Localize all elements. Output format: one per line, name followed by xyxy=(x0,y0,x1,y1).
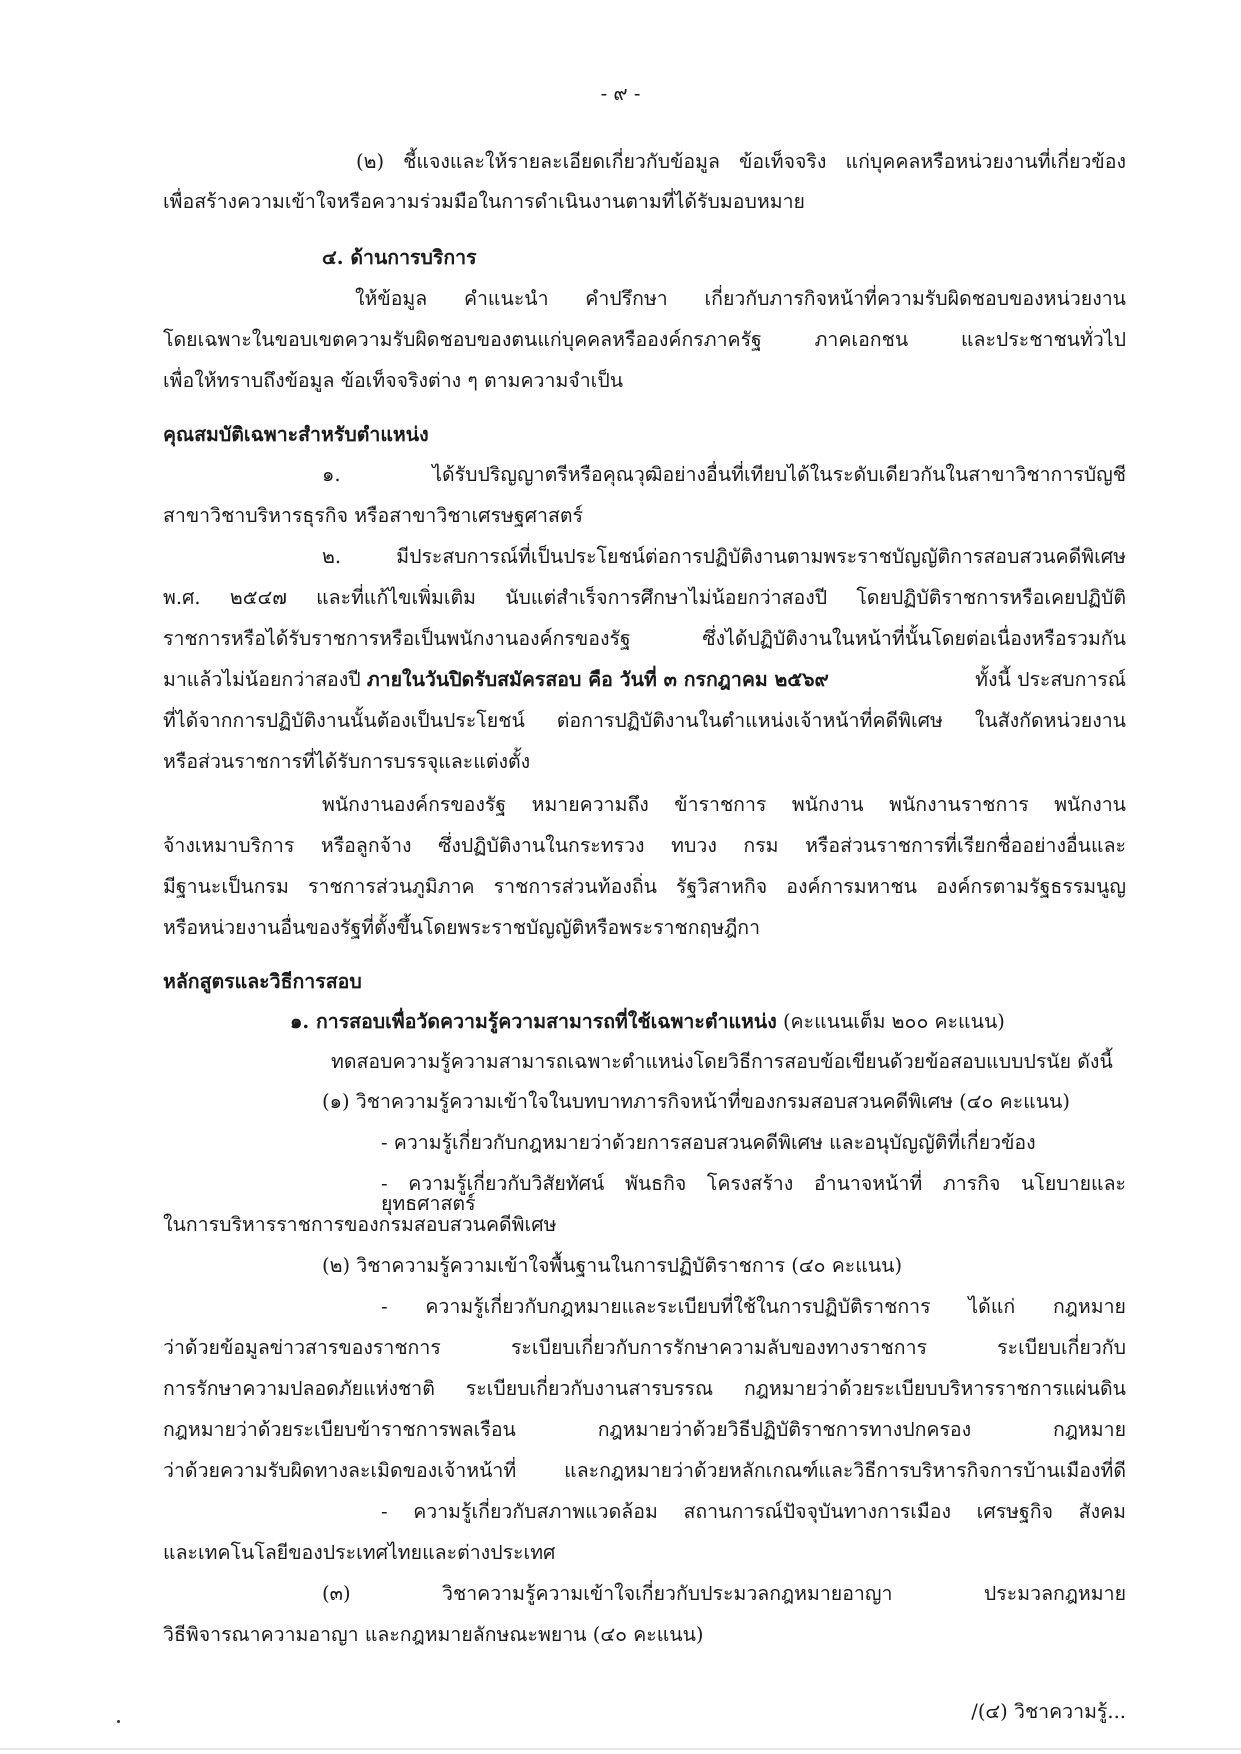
qualification-2-line-3: ราชการหรือได้รับราชการหรือเป็นพนักงานองค์กรของรัฐ ซึ่งได้ปฏิบัติงานในหน้าที่นั้นโดยต่อเนื่องหรือรวมกัน xyxy=(163,627,1126,650)
subject-2-bullet-1-line-1: - ความรู้เกี่ยวกับกฎหมายและระเบียบที่ใช้ในการปฏิบัติราชการ ได้แก่ กฎหมาย xyxy=(381,1295,1126,1318)
service-text-line-3: เพื่อให้ทราบถึงข้อมูล ข้อเท็จจริงต่าง ๆ ตามความจำเป็น xyxy=(163,369,624,392)
subject-2-bullet-1-line-4: กฎหมายว่าด้วยระเบียบข้าราชการพลเรือน กฎหมายว่าด้วยวิธีปฏิบัติราชการทางปกครอง กฎหมาย xyxy=(163,1418,1126,1441)
subject-2-bullet-2-line-2: และเทคโนโลยีของประเทศไทยและต่างประเทศ xyxy=(163,1541,556,1564)
definition-line-3: มีฐานะเป็นกรม ราชการส่วนภูมิภาค ราชการส่วนท้องถิ่น รัฐวิสาหกิจ องค์การมหาชน องค์กรตามรัฐธรรมนูญ xyxy=(163,875,1126,898)
subject-2-bullet-1-line-2: ว่าด้วยข้อมูลข่าวสารของราชการ ระเบียบเกี่ยวกับการรักษาความลับของทางราชการ ระเบียบเกี่ยวกับ xyxy=(163,1336,1126,1359)
definition-line-4: หรือหน่วยงานอื่นของรัฐที่ตั้งขึ้นโดยพระราชบัญญัติหรือพระราชกฤษฎีกา xyxy=(163,916,761,939)
subject-2-title: (๒) วิชาความรู้ความเข้าใจพื้นฐานในการปฏิบัติราชการ (๔๐ คะแนน) xyxy=(322,1254,903,1277)
exam-part-1-name: ๑. การสอบเพื่อวัดความรู้ความสามารถที่ใช้เฉพาะตำแหน่ง xyxy=(290,1010,777,1033)
subject-1-title: (๑) วิชาความรู้ความเข้าใจในบทบาทภารกิจหน้าที่ของกรมสอบสวนคดีพิเศษ (๔๐ คะแนน) xyxy=(322,1090,1070,1113)
qualification-2-line-4-end: ทั้งนี้ ประสบการณ์ xyxy=(968,668,1126,691)
qualification-2-line-6: หรือส่วนราชการที่ได้รับการบรรจุและแต่งตั้ง xyxy=(163,750,531,773)
subject-1-bullet-1: - ความรู้เกี่ยวกับกฎหมายว่าด้วยการสอบสวนคดีพิเศษ และอนุบัญญัติที่เกี่ยวข้อง xyxy=(381,1131,1036,1154)
service-heading: ๔. ด้านการบริการ xyxy=(322,246,477,269)
qualification-2-line-2: พ.ศ. ๒๕๔๗ และที่แก้ไขเพิ่มเติม นับแต่สำเร็จการศึกษาไม่น้อยกว่าสองปี โดยปฏิบัติราชการหรือเคยปฏิบัติ xyxy=(163,586,1126,609)
exam-heading: หลักสูตรและวิธีการสอบ xyxy=(163,970,362,993)
subject-2-bullet-1-line-3: การรักษาความปลอดภัยแห่งชาติ ระเบียบเกี่ยวกับงานสารบรรณ กฎหมายว่าด้วยระเบียบบริหารราชการแผ่นดิน xyxy=(163,1377,1126,1400)
definition-line-2: จ้างเหมาบริการ หรือลูกจ้าง ซึ่งปฏิบัติงานในกระทรวง ทบวง กรม หรือส่วนราชการที่เรียกชื่ออย่างอื่นและ xyxy=(163,834,1126,857)
qualification-2-line-4-start: มาแล้วไม่น้อยกว่าสองปี xyxy=(163,668,367,691)
continuation-note: /(๔) วิชาความรู้... xyxy=(971,1700,1126,1723)
qualification-1-line-2: สาขาวิชาบริหารธุรกิจ หรือสาขาวิชาเศรษฐศาสตร์ xyxy=(163,504,584,527)
service-text-line-2: โดยเฉพาะในขอบเขตความรับผิดชอบของตนแก่บุคคลหรือองค์กรภาครัฐ ภาคเอกชน และประชาชนทั่วไป xyxy=(163,328,1126,351)
service-text-line-1: ให้ข้อมูล คำแนะนำ คำปรึกษา เกี่ยวกับภารกิจหน้าที่ความรับผิดชอบของหน่วยงาน xyxy=(355,287,1126,310)
subject-2-bullet-2-line-1: - ความรู้เกี่ยวกับสภาพแวดล้อม สถานการณ์ปัจจุบันทางการเมือง เศรษฐกิจ สังคม xyxy=(381,1500,1126,1523)
definition-line-1: พนักงานองค์กรของรัฐ หมายความถึง ข้าราชการ พนักงาน พนักงานราชการ พนักงาน xyxy=(322,793,1126,816)
qualification-2-line-5: ที่ได้จากการปฏิบัติงานนั้นต้องเป็นประโยชน์ ต่อการปฏิบัติงานในตำแหน่งเจ้าหน้าที่คดีพิเศษ ในสังกัดหน่วยงาน xyxy=(163,709,1126,732)
qualifications-heading: คุณสมบัติเฉพาะสำหรับตำแหน่ง xyxy=(163,423,429,446)
exam-part-1-title xyxy=(290,1012,1005,1032)
qualification-2-line-1: ๒. มีประสบการณ์ที่เป็นประโยชน์ต่อการปฏิบัติงานตามพระราชบัญญัติการสอบสวนคดีพิเศษ xyxy=(322,545,1126,568)
qualification-2-line-4 xyxy=(163,670,1126,690)
scan-speck xyxy=(117,1720,120,1723)
application-deadline: ภายในวันปิดรับสมัครสอบ คือ วันที่ ๓ กรกฎาคม ๒๕๖๙ xyxy=(366,668,829,691)
exam-part-1-description: ทดสอบความรู้ความสามารถเฉพาะตำแหน่งโดยวิธีการสอบข้อเขียนด้วยข้อสอบแบบปรนัย ดังนี้ xyxy=(331,1050,1113,1073)
subject-1-bullet-2-line-1: - ความรู้เกี่ยวกับวิสัยทัศน์ พันธกิจ โครงสร้าง อำนาจหน้าที่ ภารกิจ นโยบายและยุทธศาสตร์ xyxy=(381,1172,1126,1215)
subject-1-bullet-2-line-2: ในการบริหารราชการของกรมสอบสวนคดีพิเศษ xyxy=(163,1213,557,1236)
page-number: - ๙ - xyxy=(600,82,641,105)
duty-item-2-line-1: (๒) ชี้แจงและให้รายละเอียดเกี่ยวกับข้อมูล ข้อเท็จจริง แก่บุคคลหรือหน่วยงานที่เกี่ยวข้อง xyxy=(356,150,1126,173)
scan-edge xyxy=(0,1748,1241,1750)
subject-3-title-line-1: (๓) วิชาความรู้ความเข้าใจเกี่ยวกับประมวลกฎหมายอาญา ประมวลกฎหมาย xyxy=(322,1582,1126,1605)
subject-3-title-line-2: วิธีพิจารณาความอาญา และกฎหมายลักษณะพยาน (๔๐ คะแนน) xyxy=(163,1623,704,1646)
qualification-1-line-1: ๑. ได้รับปริญญาตรีหรือคุณวุฒิอย่างอื่นที่เทียบได้ในระดับเดียวกันในสาขาวิชาการบัญชี xyxy=(322,463,1126,486)
duty-item-2-line-2: เพื่อสร้างความเข้าใจหรือความร่วมมือในการดำเนินงานตามที่ได้รับมอบหมาย xyxy=(163,190,805,213)
subject-2-bullet-1-line-5: ว่าด้วยความรับผิดทางละเมิดของเจ้าหน้าที่ และกฎหมายว่าด้วยหลักเกณฑ์และวิธีการบริหารกิจการบ้านเมืองที่ดี xyxy=(163,1459,1126,1482)
exam-part-1-score: (คะแนนเต็ม ๒๐๐ คะแนน) xyxy=(776,1010,1005,1033)
